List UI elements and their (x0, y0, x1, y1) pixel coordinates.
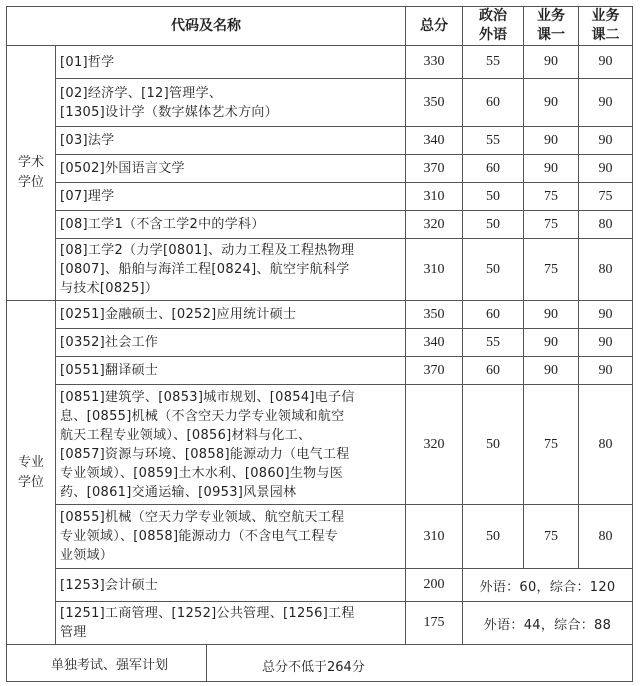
row-politics-language: 50 (463, 505, 524, 569)
row-subject-two: 80 (579, 211, 633, 239)
table-row (7, 569, 633, 602)
row-politics-language: 60 (463, 79, 524, 127)
row-subject-one: 75 (524, 183, 579, 211)
table-row (7, 301, 633, 329)
row-name: [0251]金融硕士、[0252]应用统计硕士 (56, 301, 406, 329)
row-total: 350 (406, 301, 463, 329)
row-name: [0551]翻译硕士 (56, 357, 406, 385)
header-politics-language: 政治 外语 (463, 7, 524, 46)
category-professional: 专业 学位 (7, 301, 56, 645)
table-row (7, 505, 633, 569)
row-total: 330 (406, 46, 463, 79)
row-politics-language: 50 (463, 183, 524, 211)
header-code-name: 代码及名称 (7, 7, 406, 46)
row-total: 340 (406, 127, 463, 155)
row-total: 320 (406, 385, 463, 505)
row-total: 310 (406, 239, 463, 301)
row-subject-two: 80 (579, 385, 633, 505)
row-politics-language: 60 (463, 357, 524, 385)
header-total: 总分 (406, 7, 463, 46)
row-subject-two: 80 (579, 239, 633, 301)
row-name: [08]工学1（不含工学2中的学科） (56, 211, 406, 239)
row-subject-one: 90 (524, 79, 579, 127)
row-subject-two: 90 (579, 357, 633, 385)
row-subject-one: 75 (524, 385, 579, 505)
row-subject-one: 90 (524, 329, 579, 357)
row-subject-one: 90 (524, 357, 579, 385)
row-name: [0502]外国语言文学 (56, 155, 406, 183)
row-subject-two: 90 (579, 301, 633, 329)
row-subject-one: 90 (524, 127, 579, 155)
footer-left: 单独考试、强军计划 (7, 645, 207, 681)
row-name: [07]理学 (56, 183, 406, 211)
row-politics-language: 50 (463, 239, 524, 301)
table-row (7, 357, 633, 385)
row-total: 175 (406, 602, 463, 645)
footer-right: 总分不低于264分 (262, 660, 365, 675)
row-subject-two: 90 (579, 127, 633, 155)
header-row (7, 7, 633, 46)
row-name: [01]哲学 (56, 46, 406, 79)
row-name: [08]工学2（力学[0801]、动力工程及工程热物理 [0807]、船舶与海洋工程[0824]、航空宇航科学 与技术[0825]） (56, 239, 406, 301)
row-name: [0855]机械（空天力学专业领域、航空航天工程 专业领域）、[0858]能源动力（不含电气工程专 业领域） (56, 505, 406, 569)
row-total: 340 (406, 329, 463, 357)
row-politics-language: 60 (463, 155, 524, 183)
row-politics-language: 55 (463, 127, 524, 155)
row-name: [1253]会计硕士 (56, 569, 406, 602)
row-subject-two: 90 (579, 46, 633, 79)
row-subject-two: 80 (579, 505, 633, 569)
row-subject-one: 75 (524, 239, 579, 301)
table-row (7, 239, 633, 301)
row-politics-language: 55 (463, 46, 524, 79)
row-subject-two: 75 (579, 183, 633, 211)
row-total: 370 (406, 155, 463, 183)
row-total: 350 (406, 79, 463, 127)
row-name: [03]法学 (56, 127, 406, 155)
header-subject-two: 业务 课二 (579, 7, 633, 46)
row-merged-note: 外语：60，综合：120 (463, 569, 633, 602)
row-subject-one: 90 (524, 46, 579, 79)
row-total: 310 (406, 183, 463, 211)
row-politics-language: 50 (463, 385, 524, 505)
row-subject-one: 90 (524, 301, 579, 329)
row-politics-language: 60 (463, 301, 524, 329)
score-table (6, 6, 633, 682)
table-row (7, 385, 633, 505)
row-subject-one: 90 (524, 155, 579, 183)
row-total: 370 (406, 357, 463, 385)
row-subject-one: 75 (524, 211, 579, 239)
table-row (7, 155, 633, 183)
row-name: [02]经济学、[12]管理学、 [1305]设计学（数字媒体艺术方向） (56, 79, 406, 127)
row-name: [0352]社会工作 (56, 329, 406, 357)
row-subject-one: 75 (524, 505, 579, 569)
table-row (7, 211, 633, 239)
row-subject-two: 90 (579, 155, 633, 183)
row-name: [0851]建筑学、[0853]城市规划、[0854]电子信 息、[0855]机械（不含空天力学专业领域和航空 航天工程专业领域）、[0856]材料与化工、 [0857]资源与环境、[0858]能源动力（电气工程 专业领域）、[0859]土木水利、[0860]生物与医 药、[0861]交通运输、[0953]风景园林 (56, 385, 406, 505)
row-total: 200 (406, 569, 463, 602)
table-row (7, 46, 633, 79)
row-politics-language: 50 (463, 211, 524, 239)
row-merged-note: 外语：44，综合：88 (463, 602, 633, 645)
header-subject-one: 业务 课一 (524, 7, 579, 46)
row-name: [1251]工商管理、[1252]公共管理、[1256]工程 管理 (56, 602, 406, 645)
row-total: 320 (406, 211, 463, 239)
table-row (7, 602, 633, 645)
table-row (7, 127, 633, 155)
row-subject-two: 90 (579, 79, 633, 127)
table-row (7, 79, 633, 127)
row-subject-two: 90 (579, 329, 633, 357)
table-row (7, 329, 633, 357)
row-total: 310 (406, 505, 463, 569)
table-row (7, 183, 633, 211)
row-politics-language: 55 (463, 329, 524, 357)
category-academic: 学术 学位 (7, 46, 56, 301)
